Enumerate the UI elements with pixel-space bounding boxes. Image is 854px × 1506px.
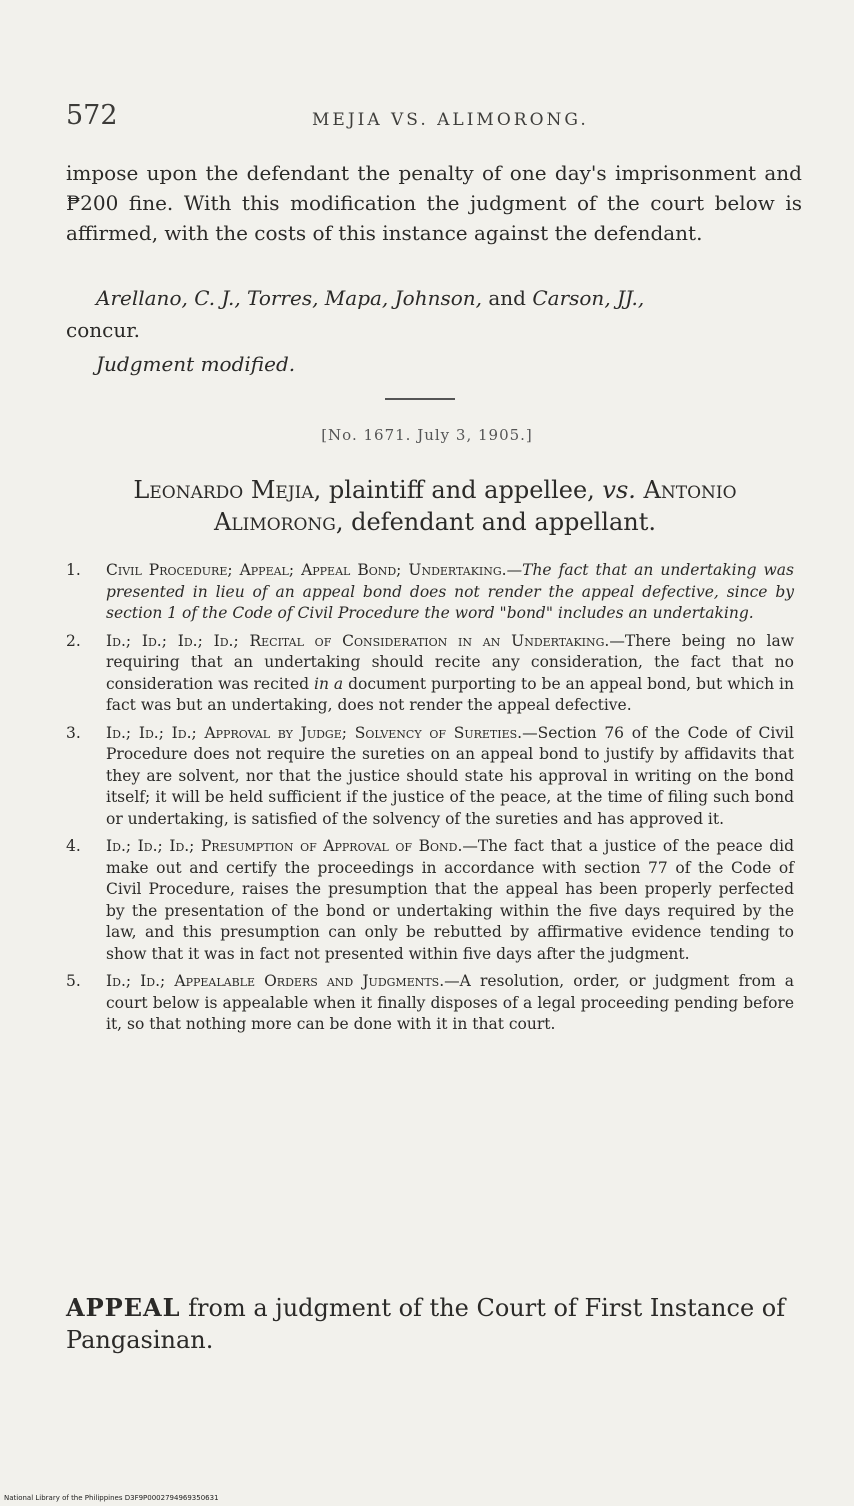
body-paragraph: [66, 158, 802, 248]
syllabus-item: [66, 836, 794, 965]
disposition: Judgment modified.: [96, 352, 296, 376]
concur-verb: concur.: [66, 318, 140, 342]
syllabus-text: —Section 76 of the Code of Civil Procedure does not require the sureties on an appeal bond to justify by affidavits that they are solvent, nor that the justice should state his approval in writing on the bond itself; it will be held sufficient if the justice of the peace, at the time of filing such bond or undertaking, is satisfied of the solvency of the sureties and has approved it.: [106, 723, 794, 828]
section-divider: [385, 398, 455, 400]
versus: vs.: [602, 476, 636, 504]
defendant-name: Antonio Alimorong: [213, 476, 737, 536]
scan-footer: National Library of the Philippines D3F9P0002794969350631: [4, 1494, 219, 1502]
syllabus-text: —There being no law requiring that an undertaking should recite any consideration, the fact that no consideration was recited: [106, 631, 794, 693]
syllabus-head: Civil Procedure; Appeal; Appeal Bond; Undertaking.: [106, 561, 507, 579]
syllabus-head: Id.; Id.; Id.; Id.; Recital of Consideration in an Undertaking.: [106, 631, 610, 650]
syllabus: [66, 560, 794, 1042]
syllabus-text: —A resolution, order, or judgment from a court below is appealable when it finally disposes of a legal proceeding pending before it, so that nothing more can be done with it in that court.: [106, 972, 794, 1033]
defendant-role: , defendant and appellant.: [335, 508, 657, 536]
concurrence-conj: and: [482, 286, 533, 310]
syllabus-italic: in a: [314, 674, 344, 693]
appeal-lead: APPEAL: [66, 1293, 181, 1322]
concurring-judges: Arellano, C. J., Torres, Mapa, Johnson,: [96, 286, 483, 310]
syllabus-item: [66, 971, 794, 1036]
syllabus-head: Id.; Id.; Id.; Approval by Judge; Solvency of Sureties.: [106, 723, 523, 742]
syllabus-number: 4.: [66, 837, 81, 855]
syllabus-text-after: document purporting to be an appeal bond, but which in fact was but an undertaking, does not render the appeal defective.: [106, 674, 794, 714]
syllabus-head: Id.; Id.; Appealable Orders and Judgments.: [106, 972, 445, 990]
case-caption: [90, 474, 780, 538]
syllabus-number: 3.: [66, 723, 81, 742]
concurrence: [66, 282, 802, 346]
plaintiff-role: , plaintiff and appellee,: [313, 476, 603, 504]
syllabus-item: [66, 631, 794, 717]
body-text: impose upon the defendant the penalty of one day's imprisonment and ₱200 fine. With this modification the judgment of the court below is affirmed, with the costs of this instance against the defendant.: [66, 161, 802, 245]
syllabus-text: —The fact that an undertaking was presented in lieu of an appeal bond does not render the appeal defective, since by section 1 of the Code of Civil Procedure the word "bond" includes an undertaking.: [106, 561, 794, 622]
syllabus-number: 2.: [66, 631, 81, 650]
syllabus-number: 1.: [66, 561, 81, 579]
syllabus-item: [66, 560, 794, 625]
syllabus-number: 5.: [66, 972, 81, 990]
running-head: MEJIA VS. ALIMORONG.: [312, 110, 589, 130]
syllabus-head: Id.; Id.; Id.; Presumption of Approval of Bond.: [106, 837, 463, 855]
appeal-text: from a judgment of the Court of First Instance of Pangasinan.: [66, 1294, 786, 1354]
syllabus-item: [66, 723, 794, 831]
syllabus-text: —The fact that a justice of the peace did make out and certify the proceedings in accordance with section 77 of the Code of Civil Procedure, raises the presumption that the appeal has been properly perfected by the presentation of the bond or undertaking within the five days required by the law, and this presumption can only be rebutted by affirmative evidence tending to show that it was in fact not presented within five days after the judgment.: [106, 837, 794, 963]
page-number: 572: [66, 100, 118, 131]
plaintiff-name: Leonardo Mejia: [133, 476, 314, 504]
appeal-statement: [66, 1292, 786, 1356]
docket-number: [No. 1671. July 3, 1905.]: [321, 426, 533, 444]
concurring-last-judge: Carson, JJ.,: [532, 286, 645, 310]
